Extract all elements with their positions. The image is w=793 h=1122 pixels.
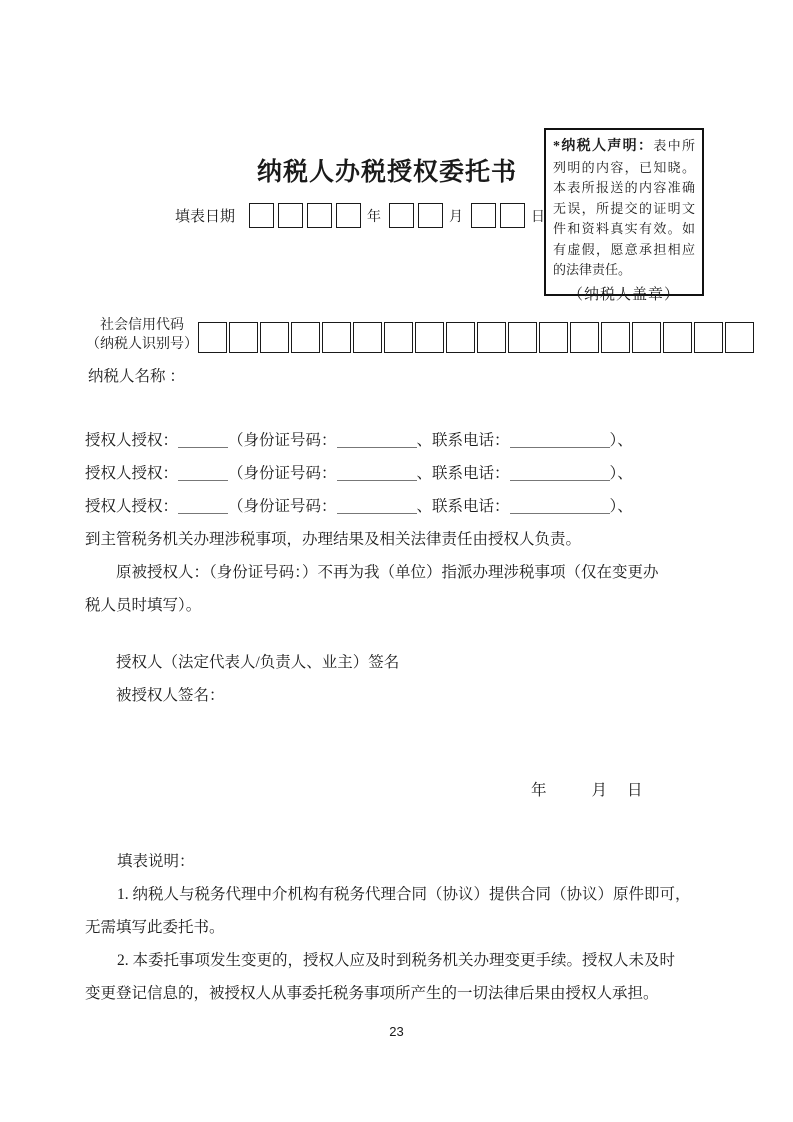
code-digit-box (229, 322, 258, 353)
credit-code-boxes (198, 322, 754, 353)
instruction-item2-line1: 2. 本委托事项发生变更的，授权人应及时到税务机关办理变更手续。授权人未及时 (117, 952, 676, 969)
date-digit-box (307, 203, 332, 228)
credit-code-label (84, 316, 200, 354)
fill-date-month-boxes (389, 203, 443, 228)
page-title: 纳税人办税授权委托书 (257, 159, 518, 186)
auth-suffix: ）、 (609, 498, 633, 515)
auth-prefix: 授权人授权： (85, 465, 179, 482)
authorized-name-blank (178, 480, 228, 481)
revoke-statement-line1: 原被授权人：（身份证号码：）不再为我（单位）指派办理涉税事项（仅在变更办 (116, 564, 659, 581)
instruction-item1-line2: 无需填写此委托书。 (85, 919, 225, 936)
id-number-blank (337, 513, 417, 514)
code-digit-box (508, 322, 537, 353)
agent-signature-label: 被授权人签名： (116, 687, 225, 704)
code-digit-box (384, 322, 413, 353)
code-digit-box (725, 322, 754, 353)
month-suffix-label: 月 (449, 209, 464, 225)
code-digit-box (260, 322, 289, 353)
declaration-heading: *纳税人声明： (553, 139, 654, 154)
fill-date-year-boxes (249, 203, 361, 228)
taxpayer-stamp-note: （纳税人盖章） (567, 286, 680, 303)
instruction-item1-line1: 1. 纳税人与税务代理中介机构有税务代理合同（协议）提供合同（协议）原件即可， (117, 886, 691, 903)
date-year-label: 年 (531, 782, 547, 799)
authorization-line-2 (85, 461, 633, 483)
auth-prefix: 授权人授权： (85, 498, 179, 515)
authorization-line-1 (85, 428, 633, 450)
code-digit-box (663, 322, 692, 353)
taxpayer-declaration-box (544, 128, 704, 303)
authorized-name-blank (178, 513, 228, 514)
code-digit-box (632, 322, 661, 353)
day-suffix-label: 日 (531, 209, 546, 225)
fill-date-label: 填表日期 (175, 209, 236, 225)
phone-number-blank (510, 447, 610, 448)
credit-code-label-line2: （纳税人识别号） (86, 337, 198, 352)
declaration-body: 表中所列明的内容，已知晓。本表所报送的内容准确无误，所提交的证明文件和资料真实有效。如有虚假，愿意承担相应的法律责任。 (553, 138, 695, 277)
code-digit-box (601, 322, 630, 353)
scope-statement: 到主管税务机关办理涉税事项，办理结果及相关法律责任由授权人负责。 (85, 531, 582, 548)
instruction-item2-line2: 变更登记信息的，被授权人从事委托税务事项所产生的一切法律后果由授权人承担。 (85, 985, 659, 1002)
code-digit-box (198, 322, 227, 353)
code-digit-box (446, 322, 475, 353)
year-suffix-label: 年 (367, 209, 382, 225)
fill-date-day-boxes (471, 203, 525, 228)
date-month-label: 月 (591, 782, 608, 799)
auth-id-label: （身份证号码： (228, 498, 337, 515)
date-day-label: 日 (627, 782, 643, 799)
date-digit-box (389, 203, 414, 228)
date-digit-box (278, 203, 303, 228)
code-digit-box (570, 322, 599, 353)
id-number-blank (337, 447, 417, 448)
credit-code-label-line1: 社会信用代码 (100, 318, 184, 333)
auth-phone-label: 、联系电话： (416, 432, 510, 449)
fill-date-row (175, 203, 545, 228)
code-digit-box (539, 322, 568, 353)
code-digit-box (291, 322, 320, 353)
auth-prefix: 授权人授权： (85, 432, 179, 449)
phone-number-blank (510, 513, 610, 514)
code-digit-box (415, 322, 444, 353)
declaration-text (553, 136, 695, 281)
date-digit-box (418, 203, 443, 228)
auth-id-label: （身份证号码： (228, 465, 337, 482)
page-number: 23 (389, 1024, 404, 1039)
phone-number-blank (510, 480, 610, 481)
date-digit-box (336, 203, 361, 228)
principal-signature-label: 授权人（法定代表人/负责人、业主）签名 (116, 654, 400, 671)
date-digit-box (500, 203, 525, 228)
authorization-line-3 (85, 494, 633, 516)
auth-phone-label: 、联系电话： (416, 465, 510, 482)
code-digit-box (353, 322, 382, 353)
auth-id-label: （身份证号码： (228, 432, 337, 449)
code-digit-box (694, 322, 723, 353)
auth-phone-label: 、联系电话： (416, 498, 510, 515)
revoke-statement-line2: 税人员时填写）。 (85, 597, 202, 614)
code-digit-box (477, 322, 506, 353)
code-digit-box (322, 322, 351, 353)
instructions-heading: 填表说明： (117, 853, 195, 870)
auth-suffix: ）、 (609, 432, 633, 449)
auth-suffix: ）、 (609, 465, 633, 482)
signature-date-line (531, 778, 643, 800)
date-digit-box (249, 203, 274, 228)
taxpayer-name-label: 纳税人名称 ： (88, 368, 185, 385)
id-number-blank (337, 480, 417, 481)
authorized-name-blank (178, 447, 228, 448)
date-digit-box (471, 203, 496, 228)
